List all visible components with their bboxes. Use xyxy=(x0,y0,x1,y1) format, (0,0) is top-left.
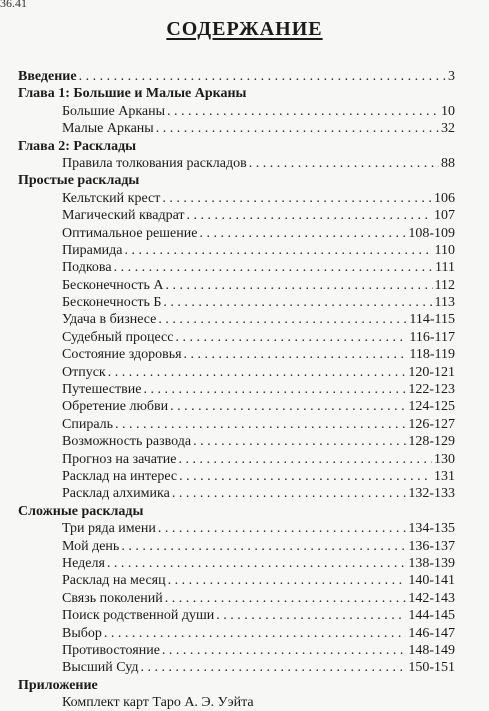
toc-entry-page: 138-139 xyxy=(408,555,455,571)
toc-entry xyxy=(18,103,455,120)
toc-entry-label: Приложение xyxy=(18,677,98,693)
toc-entry xyxy=(18,398,455,415)
toc-section xyxy=(18,85,455,102)
toc-entry-label: Расклад на интерес xyxy=(62,468,178,484)
dot-leader xyxy=(168,572,407,589)
toc-entry xyxy=(18,694,455,711)
toc-entry-page: 112 xyxy=(434,277,455,293)
toc-entry xyxy=(18,642,455,659)
toc-entry-label: Глава 1: Большие и Малые Арканы xyxy=(18,86,247,102)
toc-entry-page: 116-117 xyxy=(409,329,455,345)
dot-leader xyxy=(162,190,432,207)
dot-leader xyxy=(193,433,406,450)
toc-entry xyxy=(18,190,455,207)
dot-leader xyxy=(184,346,408,363)
toc-entry-page: 130 xyxy=(434,451,455,467)
toc-entry xyxy=(18,538,455,555)
toc-entry-page: 122-123 xyxy=(408,382,455,398)
dot-leader xyxy=(156,120,439,137)
toc-entry-label: Кельтский крест xyxy=(62,190,161,206)
toc-entry-page: 120-121 xyxy=(408,364,455,380)
toc-entry xyxy=(18,451,455,468)
toc-entry-page: 113 xyxy=(434,295,455,311)
toc-entry xyxy=(18,277,455,294)
toc-entry xyxy=(18,294,455,311)
toc-entry xyxy=(18,120,455,137)
toc-entry xyxy=(18,607,455,624)
toc-entry-label: Введение xyxy=(18,69,77,84)
toc-entry xyxy=(18,329,455,346)
toc-entry-page: 126-127 xyxy=(408,416,455,432)
toc-entry-label: Выбор xyxy=(62,625,102,641)
dot-leader xyxy=(104,625,406,642)
toc-entry xyxy=(18,659,455,676)
toc-entry-label: Неделя xyxy=(62,555,105,571)
toc-entry-page: 150-151 xyxy=(408,660,455,676)
toc-entry-label: Спираль xyxy=(62,416,114,432)
toc-entry-page: 107 xyxy=(434,208,455,224)
toc-entry-label: Отпуск xyxy=(62,364,106,380)
toc-entry xyxy=(18,155,455,172)
toc-entry-label: Глава 2: Расклады xyxy=(18,138,137,154)
dot-leader xyxy=(121,538,406,555)
toc-section xyxy=(18,68,455,85)
dot-leader xyxy=(114,259,433,276)
toc-section xyxy=(18,503,455,520)
toc-entry-label: Сложные расклады xyxy=(18,503,144,519)
toc-entry-page: 110 xyxy=(434,242,455,258)
dot-leader xyxy=(165,590,407,607)
dot-leader xyxy=(199,225,406,242)
dot-leader xyxy=(143,381,406,398)
dot-leader xyxy=(158,520,406,537)
dot-leader xyxy=(115,416,406,433)
toc-entry xyxy=(18,207,455,224)
toc-entry-label: Высший Суд xyxy=(62,660,139,676)
toc-entry-page: 148-149 xyxy=(408,642,455,658)
toc-entry-label: Подкова xyxy=(62,260,112,276)
dot-leader xyxy=(162,642,406,659)
table-of-contents xyxy=(18,68,455,711)
dot-leader xyxy=(165,277,432,294)
toc-entry-page: 108-109 xyxy=(408,225,455,241)
toc-entry-page: 134-135 xyxy=(408,521,455,537)
toc-entry-page: 131 xyxy=(434,468,455,484)
toc-entry xyxy=(18,625,455,642)
toc-entry xyxy=(18,555,455,572)
toc-entry xyxy=(18,259,455,276)
dot-leader xyxy=(107,555,406,572)
toc-entry-label: Обретение любви xyxy=(62,399,169,415)
toc-entry-page: 88 xyxy=(441,155,455,171)
toc-entry-label: Возможность развода xyxy=(62,434,192,450)
toc-entry-page: 136-137 xyxy=(408,538,455,554)
toc-entry-page: 146-147 xyxy=(408,625,455,641)
toc-entry-page: 32 xyxy=(441,121,455,137)
toc-entry-label: Расклад алхимика xyxy=(62,486,170,502)
toc-entry-label: Магический квадрат xyxy=(62,208,185,224)
toc-entry-page: 128-129 xyxy=(408,434,455,450)
toc-entry-label: Большие Арканы xyxy=(62,103,166,119)
toc-entry xyxy=(18,468,455,485)
toc-entry-page: 106 xyxy=(434,190,455,206)
toc-entry xyxy=(18,416,455,433)
toc-entry-page: 10 xyxy=(441,103,455,119)
toc-entry xyxy=(18,572,455,589)
page-title: СОДЕРЖАНИЕ xyxy=(166,18,323,40)
dot-leader xyxy=(108,364,407,381)
toc-entry xyxy=(18,346,455,363)
toc-entry xyxy=(18,242,455,259)
toc-entry-label: Поиск родственной души xyxy=(62,608,215,624)
toc-entry-page: 124-125 xyxy=(408,399,455,415)
toc-entry-label: Расклад на месяц xyxy=(62,573,166,589)
dot-leader xyxy=(140,659,406,676)
toc-entry-page: 142-143 xyxy=(408,590,455,606)
toc-entry-label: Пирамида xyxy=(62,242,123,258)
toc-entry xyxy=(18,485,455,502)
toc-entry-label: Прогноз на зачатие xyxy=(62,451,177,467)
toc-entry-page: 111 xyxy=(435,260,455,276)
dot-leader xyxy=(125,242,433,259)
toc-entry xyxy=(18,590,455,607)
toc-entry-page: 132-133 xyxy=(408,486,455,502)
dot-leader xyxy=(178,451,432,468)
dot-leader xyxy=(79,68,446,85)
dot-leader xyxy=(187,207,432,224)
toc-entry-label: Противостояние xyxy=(62,642,160,658)
toc-entry-label: Судебный процесс xyxy=(62,329,174,345)
dot-leader xyxy=(172,485,407,502)
dot-leader xyxy=(158,311,407,328)
toc-section xyxy=(18,677,455,694)
toc-entry-page: 114-115 xyxy=(409,312,455,328)
dot-leader xyxy=(249,155,439,172)
dot-leader xyxy=(163,294,432,311)
toc-entry-label: Правила толкования раскладов xyxy=(62,155,247,171)
toc-entry-page: 3 xyxy=(448,69,455,84)
toc-entry xyxy=(18,433,455,450)
page-code: 36.41 xyxy=(0,0,27,10)
toc-entry-label: Простые расклады xyxy=(18,173,140,189)
dot-leader xyxy=(216,607,406,624)
dot-leader xyxy=(170,398,406,415)
toc-entry-label: Малые Арканы xyxy=(62,121,154,137)
toc-entry-label: Удача в бизнесе xyxy=(62,312,157,328)
toc-entry-label: Бесконечность Б xyxy=(62,295,162,311)
toc-entry xyxy=(18,311,455,328)
toc-entry-label: Бесконечность А xyxy=(62,277,164,293)
dot-leader xyxy=(179,468,432,485)
toc-entry-label: Состояние здоровья xyxy=(62,347,182,363)
toc-entry xyxy=(18,381,455,398)
toc-entry-label: Комплект карт Таро А. Э. Уэйта xyxy=(62,695,254,711)
toc-entry xyxy=(18,225,455,242)
toc-entry-label: Три ряда имени xyxy=(62,521,156,537)
dot-leader xyxy=(167,103,439,120)
toc-entry-page: 140-141 xyxy=(408,573,455,589)
toc-entry xyxy=(18,364,455,381)
toc-entry-page: 144-145 xyxy=(408,608,455,624)
toc-entry-label: Путешествие xyxy=(62,382,142,398)
dot-leader xyxy=(175,329,407,346)
toc-entry xyxy=(18,520,455,537)
toc-entry-label: Связь поколений xyxy=(62,590,163,606)
toc-section xyxy=(18,138,455,155)
toc-entry-label: Оптимальное решение xyxy=(62,225,198,241)
toc-section xyxy=(18,172,455,189)
toc-entry-page: 118-119 xyxy=(409,347,455,363)
toc-entry-label: Мой день xyxy=(62,538,120,554)
